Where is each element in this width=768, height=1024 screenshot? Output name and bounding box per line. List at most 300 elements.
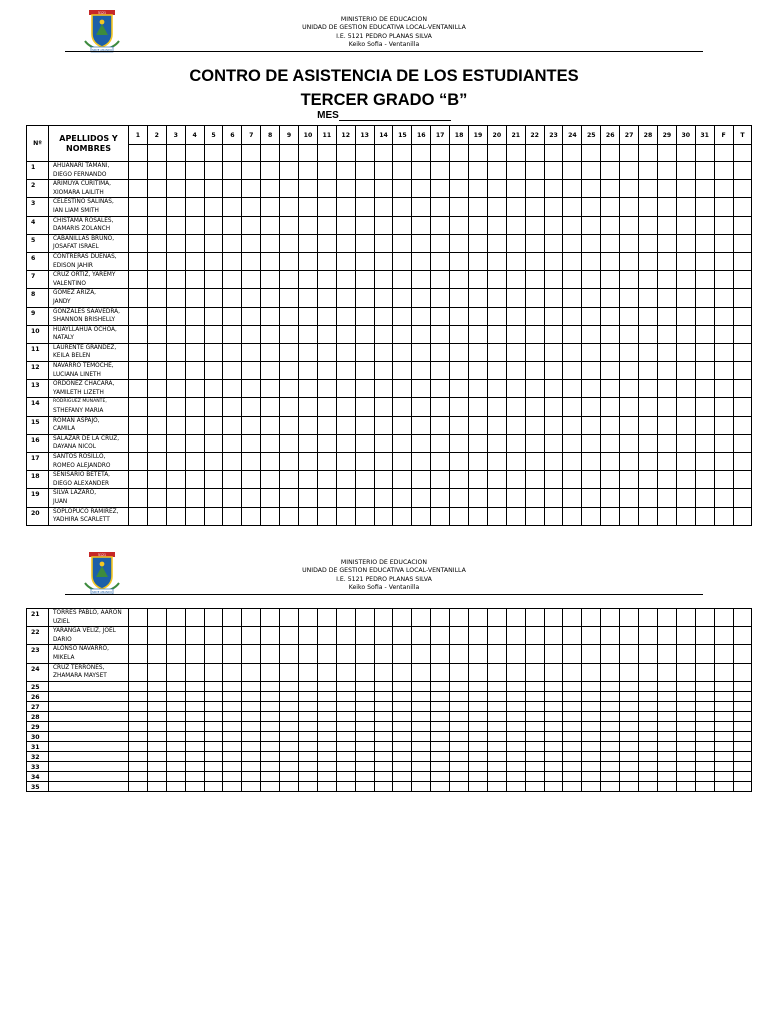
attendance-cell[interactable] bbox=[469, 216, 488, 234]
attendance-cell[interactable] bbox=[582, 325, 601, 343]
attendance-cell[interactable] bbox=[204, 663, 223, 681]
attendance-cell[interactable] bbox=[639, 663, 658, 681]
attendance-cell[interactable] bbox=[676, 731, 695, 741]
attendance-cell[interactable] bbox=[261, 731, 280, 741]
attendance-cell[interactable] bbox=[299, 663, 318, 681]
attendance-cell[interactable] bbox=[450, 162, 469, 180]
attendance-cell[interactable] bbox=[147, 761, 166, 771]
attendance-cell[interactable] bbox=[336, 234, 355, 252]
day-subheader-cell[interactable] bbox=[582, 145, 601, 162]
attendance-cell[interactable] bbox=[450, 434, 469, 452]
attendance-cell[interactable] bbox=[299, 781, 318, 791]
attendance-cell[interactable] bbox=[204, 681, 223, 691]
attendance-cell[interactable] bbox=[261, 289, 280, 307]
attendance-cell[interactable] bbox=[563, 380, 582, 398]
attendance-cell[interactable] bbox=[393, 252, 412, 270]
attendance-cell[interactable] bbox=[525, 741, 544, 751]
attendance-cell[interactable] bbox=[431, 180, 450, 198]
attendance-cell[interactable] bbox=[412, 198, 431, 216]
attendance-cell[interactable] bbox=[620, 289, 639, 307]
attendance-cell[interactable] bbox=[129, 216, 148, 234]
attendance-cell[interactable] bbox=[582, 398, 601, 416]
attendance-cell[interactable] bbox=[714, 307, 733, 325]
attendance-cell[interactable] bbox=[412, 507, 431, 525]
attendance-cell[interactable] bbox=[733, 681, 752, 691]
attendance-cell[interactable] bbox=[733, 627, 752, 645]
attendance-cell[interactable] bbox=[374, 271, 393, 289]
attendance-cell[interactable] bbox=[431, 771, 450, 781]
attendance-cell[interactable] bbox=[601, 180, 620, 198]
attendance-cell[interactable] bbox=[450, 681, 469, 691]
attendance-cell[interactable] bbox=[166, 507, 185, 525]
attendance-cell[interactable] bbox=[166, 271, 185, 289]
attendance-cell[interactable] bbox=[601, 751, 620, 761]
attendance-cell[interactable] bbox=[620, 609, 639, 627]
attendance-cell[interactable] bbox=[620, 453, 639, 471]
attendance-cell[interactable] bbox=[563, 234, 582, 252]
attendance-cell[interactable] bbox=[639, 234, 658, 252]
attendance-cell[interactable] bbox=[280, 434, 299, 452]
attendance-cell[interactable] bbox=[450, 234, 469, 252]
attendance-cell[interactable] bbox=[223, 271, 242, 289]
attendance-cell[interactable] bbox=[506, 380, 525, 398]
attendance-cell[interactable] bbox=[393, 627, 412, 645]
attendance-cell[interactable] bbox=[317, 781, 336, 791]
attendance-cell[interactable] bbox=[582, 691, 601, 701]
attendance-cell[interactable] bbox=[601, 741, 620, 751]
attendance-cell[interactable] bbox=[166, 731, 185, 741]
attendance-cell[interactable] bbox=[601, 781, 620, 791]
attendance-cell[interactable] bbox=[469, 471, 488, 489]
attendance-cell[interactable] bbox=[525, 398, 544, 416]
attendance-cell[interactable] bbox=[299, 681, 318, 691]
attendance-cell[interactable] bbox=[582, 751, 601, 761]
attendance-cell[interactable] bbox=[355, 180, 374, 198]
attendance-cell[interactable] bbox=[544, 453, 563, 471]
attendance-cell[interactable] bbox=[280, 507, 299, 525]
attendance-cell[interactable] bbox=[204, 180, 223, 198]
attendance-cell[interactable] bbox=[204, 325, 223, 343]
attendance-cell[interactable] bbox=[317, 434, 336, 452]
attendance-cell[interactable] bbox=[525, 453, 544, 471]
attendance-cell[interactable] bbox=[317, 771, 336, 781]
attendance-cell[interactable] bbox=[393, 609, 412, 627]
attendance-cell[interactable] bbox=[374, 627, 393, 645]
attendance-cell[interactable] bbox=[544, 663, 563, 681]
attendance-cell[interactable] bbox=[280, 216, 299, 234]
attendance-cell[interactable] bbox=[657, 234, 676, 252]
attendance-cell[interactable] bbox=[657, 751, 676, 761]
attendance-cell[interactable] bbox=[639, 343, 658, 361]
attendance-cell[interactable] bbox=[469, 416, 488, 434]
attendance-cell[interactable] bbox=[204, 416, 223, 434]
attendance-cell[interactable] bbox=[374, 663, 393, 681]
attendance-cell[interactable] bbox=[204, 731, 223, 741]
attendance-cell[interactable] bbox=[412, 761, 431, 771]
attendance-cell[interactable] bbox=[733, 180, 752, 198]
attendance-cell[interactable] bbox=[280, 711, 299, 721]
attendance-cell[interactable] bbox=[185, 751, 204, 761]
attendance-cell[interactable] bbox=[544, 325, 563, 343]
attendance-cell[interactable] bbox=[393, 234, 412, 252]
attendance-cell[interactable] bbox=[714, 162, 733, 180]
attendance-cell[interactable] bbox=[412, 731, 431, 741]
attendance-cell[interactable] bbox=[355, 453, 374, 471]
attendance-cell[interactable] bbox=[431, 362, 450, 380]
attendance-cell[interactable] bbox=[450, 471, 469, 489]
attendance-cell[interactable] bbox=[412, 398, 431, 416]
attendance-cell[interactable] bbox=[582, 362, 601, 380]
attendance-cell[interactable] bbox=[223, 741, 242, 751]
attendance-cell[interactable] bbox=[657, 198, 676, 216]
attendance-cell[interactable] bbox=[355, 471, 374, 489]
attendance-cell[interactable] bbox=[544, 380, 563, 398]
attendance-cell[interactable] bbox=[714, 434, 733, 452]
attendance-cell[interactable] bbox=[431, 691, 450, 701]
attendance-cell[interactable] bbox=[129, 609, 148, 627]
attendance-cell[interactable] bbox=[393, 721, 412, 731]
attendance-cell[interactable] bbox=[469, 681, 488, 691]
attendance-cell[interactable] bbox=[676, 507, 695, 525]
attendance-cell[interactable] bbox=[393, 645, 412, 663]
attendance-cell[interactable] bbox=[242, 731, 261, 741]
attendance-cell[interactable] bbox=[374, 198, 393, 216]
attendance-cell[interactable] bbox=[204, 343, 223, 361]
attendance-cell[interactable] bbox=[317, 471, 336, 489]
attendance-cell[interactable] bbox=[393, 343, 412, 361]
attendance-cell[interactable] bbox=[223, 198, 242, 216]
attendance-cell[interactable] bbox=[487, 416, 506, 434]
attendance-cell[interactable] bbox=[601, 711, 620, 721]
attendance-cell[interactable] bbox=[336, 741, 355, 751]
attendance-cell[interactable] bbox=[280, 489, 299, 507]
attendance-cell[interactable] bbox=[469, 252, 488, 270]
attendance-cell[interactable] bbox=[695, 162, 714, 180]
attendance-cell[interactable] bbox=[185, 731, 204, 741]
attendance-cell[interactable] bbox=[582, 681, 601, 691]
attendance-cell[interactable] bbox=[299, 761, 318, 771]
attendance-cell[interactable] bbox=[487, 609, 506, 627]
attendance-cell[interactable] bbox=[469, 307, 488, 325]
attendance-cell[interactable] bbox=[620, 731, 639, 741]
attendance-cell[interactable] bbox=[261, 434, 280, 452]
attendance-cell[interactable] bbox=[544, 252, 563, 270]
attendance-cell[interactable] bbox=[469, 453, 488, 471]
attendance-cell[interactable] bbox=[563, 645, 582, 663]
attendance-cell[interactable] bbox=[431, 380, 450, 398]
attendance-cell[interactable] bbox=[336, 691, 355, 701]
attendance-cell[interactable] bbox=[317, 701, 336, 711]
attendance-cell[interactable] bbox=[469, 180, 488, 198]
attendance-cell[interactable] bbox=[147, 721, 166, 731]
attendance-cell[interactable] bbox=[620, 781, 639, 791]
attendance-cell[interactable] bbox=[620, 471, 639, 489]
attendance-cell[interactable] bbox=[601, 681, 620, 691]
attendance-cell[interactable] bbox=[544, 162, 563, 180]
attendance-cell[interactable] bbox=[166, 471, 185, 489]
attendance-cell[interactable] bbox=[695, 781, 714, 791]
attendance-cell[interactable] bbox=[185, 325, 204, 343]
attendance-cell[interactable] bbox=[450, 663, 469, 681]
attendance-cell[interactable] bbox=[204, 609, 223, 627]
attendance-cell[interactable] bbox=[450, 325, 469, 343]
attendance-cell[interactable] bbox=[450, 216, 469, 234]
attendance-cell[interactable] bbox=[695, 627, 714, 645]
attendance-cell[interactable] bbox=[223, 681, 242, 691]
attendance-cell[interactable] bbox=[355, 691, 374, 701]
attendance-cell[interactable] bbox=[714, 180, 733, 198]
attendance-cell[interactable] bbox=[601, 701, 620, 711]
attendance-cell[interactable] bbox=[450, 691, 469, 701]
attendance-cell[interactable] bbox=[147, 362, 166, 380]
attendance-cell[interactable] bbox=[393, 434, 412, 452]
attendance-cell[interactable] bbox=[695, 691, 714, 701]
attendance-cell[interactable] bbox=[393, 380, 412, 398]
attendance-cell[interactable] bbox=[563, 731, 582, 741]
attendance-cell[interactable] bbox=[582, 701, 601, 711]
attendance-cell[interactable] bbox=[317, 711, 336, 721]
day-subheader-cell[interactable] bbox=[185, 145, 204, 162]
attendance-cell[interactable] bbox=[525, 362, 544, 380]
attendance-cell[interactable] bbox=[563, 663, 582, 681]
attendance-cell[interactable] bbox=[355, 234, 374, 252]
attendance-cell[interactable] bbox=[695, 609, 714, 627]
attendance-cell[interactable] bbox=[166, 711, 185, 721]
attendance-cell[interactable] bbox=[733, 663, 752, 681]
attendance-cell[interactable] bbox=[525, 627, 544, 645]
attendance-cell[interactable] bbox=[147, 234, 166, 252]
attendance-cell[interactable] bbox=[336, 416, 355, 434]
attendance-cell[interactable] bbox=[204, 771, 223, 781]
attendance-cell[interactable] bbox=[223, 627, 242, 645]
attendance-cell[interactable] bbox=[695, 761, 714, 771]
attendance-cell[interactable] bbox=[657, 434, 676, 452]
attendance-cell[interactable] bbox=[261, 307, 280, 325]
attendance-cell[interactable] bbox=[280, 761, 299, 771]
attendance-cell[interactable] bbox=[336, 180, 355, 198]
attendance-cell[interactable] bbox=[204, 307, 223, 325]
attendance-cell[interactable] bbox=[487, 198, 506, 216]
attendance-cell[interactable] bbox=[374, 252, 393, 270]
attendance-cell[interactable] bbox=[657, 627, 676, 645]
attendance-cell[interactable] bbox=[261, 216, 280, 234]
attendance-cell[interactable] bbox=[657, 711, 676, 721]
attendance-cell[interactable] bbox=[204, 701, 223, 711]
attendance-cell[interactable] bbox=[129, 731, 148, 741]
attendance-cell[interactable] bbox=[733, 416, 752, 434]
attendance-cell[interactable] bbox=[450, 609, 469, 627]
attendance-cell[interactable] bbox=[317, 627, 336, 645]
attendance-cell[interactable] bbox=[280, 627, 299, 645]
attendance-cell[interactable] bbox=[147, 471, 166, 489]
attendance-cell[interactable] bbox=[544, 180, 563, 198]
attendance-cell[interactable] bbox=[242, 289, 261, 307]
attendance-cell[interactable] bbox=[147, 691, 166, 701]
attendance-cell[interactable] bbox=[242, 216, 261, 234]
attendance-cell[interactable] bbox=[299, 343, 318, 361]
day-subheader-cell[interactable] bbox=[223, 145, 242, 162]
attendance-cell[interactable] bbox=[525, 489, 544, 507]
attendance-cell[interactable] bbox=[620, 252, 639, 270]
attendance-cell[interactable] bbox=[469, 343, 488, 361]
attendance-cell[interactable] bbox=[242, 507, 261, 525]
attendance-cell[interactable] bbox=[204, 761, 223, 771]
day-subheader-cell[interactable] bbox=[450, 145, 469, 162]
attendance-cell[interactable] bbox=[582, 216, 601, 234]
attendance-cell[interactable] bbox=[147, 198, 166, 216]
attendance-cell[interactable] bbox=[544, 343, 563, 361]
attendance-cell[interactable] bbox=[431, 234, 450, 252]
attendance-cell[interactable] bbox=[393, 771, 412, 781]
attendance-cell[interactable] bbox=[374, 609, 393, 627]
attendance-cell[interactable] bbox=[450, 781, 469, 791]
attendance-cell[interactable] bbox=[374, 307, 393, 325]
attendance-cell[interactable] bbox=[280, 453, 299, 471]
attendance-cell[interactable] bbox=[242, 343, 261, 361]
attendance-cell[interactable] bbox=[657, 781, 676, 791]
attendance-cell[interactable] bbox=[336, 761, 355, 771]
attendance-cell[interactable] bbox=[431, 781, 450, 791]
attendance-cell[interactable] bbox=[601, 398, 620, 416]
attendance-cell[interactable] bbox=[714, 681, 733, 691]
attendance-cell[interactable] bbox=[733, 289, 752, 307]
attendance-cell[interactable] bbox=[393, 216, 412, 234]
day-subheader-cell[interactable] bbox=[129, 145, 148, 162]
attendance-cell[interactable] bbox=[487, 307, 506, 325]
attendance-cell[interactable] bbox=[695, 507, 714, 525]
attendance-cell[interactable] bbox=[317, 741, 336, 751]
attendance-cell[interactable] bbox=[242, 691, 261, 701]
attendance-cell[interactable] bbox=[166, 180, 185, 198]
attendance-cell[interactable] bbox=[204, 751, 223, 761]
attendance-cell[interactable] bbox=[544, 434, 563, 452]
attendance-cell[interactable] bbox=[506, 663, 525, 681]
attendance-cell[interactable] bbox=[714, 691, 733, 701]
attendance-cell[interactable] bbox=[601, 507, 620, 525]
attendance-cell[interactable] bbox=[261, 471, 280, 489]
attendance-cell[interactable] bbox=[147, 751, 166, 761]
attendance-cell[interactable] bbox=[412, 741, 431, 751]
attendance-cell[interactable] bbox=[733, 162, 752, 180]
attendance-cell[interactable] bbox=[714, 325, 733, 343]
attendance-cell[interactable] bbox=[223, 645, 242, 663]
attendance-cell[interactable] bbox=[412, 771, 431, 781]
attendance-cell[interactable] bbox=[733, 489, 752, 507]
attendance-cell[interactable] bbox=[129, 307, 148, 325]
attendance-cell[interactable] bbox=[563, 471, 582, 489]
attendance-cell[interactable] bbox=[242, 307, 261, 325]
attendance-cell[interactable] bbox=[299, 252, 318, 270]
attendance-cell[interactable] bbox=[469, 731, 488, 741]
attendance-cell[interactable] bbox=[714, 645, 733, 663]
attendance-cell[interactable] bbox=[733, 453, 752, 471]
attendance-cell[interactable] bbox=[147, 289, 166, 307]
attendance-cell[interactable] bbox=[695, 252, 714, 270]
attendance-cell[interactable] bbox=[355, 362, 374, 380]
attendance-cell[interactable] bbox=[374, 453, 393, 471]
attendance-cell[interactable] bbox=[374, 434, 393, 452]
attendance-cell[interactable] bbox=[261, 398, 280, 416]
attendance-cell[interactable] bbox=[657, 609, 676, 627]
attendance-cell[interactable] bbox=[450, 761, 469, 771]
attendance-cell[interactable] bbox=[506, 362, 525, 380]
attendance-cell[interactable] bbox=[544, 761, 563, 771]
day-subheader-cell[interactable] bbox=[261, 145, 280, 162]
attendance-cell[interactable] bbox=[714, 398, 733, 416]
attendance-cell[interactable] bbox=[185, 761, 204, 771]
attendance-cell[interactable] bbox=[355, 489, 374, 507]
attendance-cell[interactable] bbox=[374, 289, 393, 307]
attendance-cell[interactable] bbox=[695, 325, 714, 343]
attendance-cell[interactable] bbox=[714, 343, 733, 361]
attendance-cell[interactable] bbox=[506, 627, 525, 645]
attendance-cell[interactable] bbox=[147, 380, 166, 398]
attendance-cell[interactable] bbox=[639, 701, 658, 711]
attendance-cell[interactable] bbox=[582, 289, 601, 307]
attendance-cell[interactable] bbox=[129, 489, 148, 507]
attendance-cell[interactable] bbox=[355, 627, 374, 645]
attendance-cell[interactable] bbox=[695, 307, 714, 325]
day-subheader-cell[interactable] bbox=[620, 145, 639, 162]
attendance-cell[interactable] bbox=[525, 645, 544, 663]
attendance-cell[interactable] bbox=[450, 198, 469, 216]
attendance-cell[interactable] bbox=[147, 781, 166, 791]
attendance-cell[interactable] bbox=[506, 741, 525, 751]
attendance-cell[interactable] bbox=[261, 701, 280, 711]
attendance-cell[interactable] bbox=[620, 721, 639, 731]
attendance-cell[interactable] bbox=[166, 489, 185, 507]
attendance-cell[interactable] bbox=[242, 380, 261, 398]
day-subheader-cell[interactable] bbox=[601, 145, 620, 162]
attendance-cell[interactable] bbox=[147, 507, 166, 525]
attendance-cell[interactable] bbox=[601, 761, 620, 771]
attendance-cell[interactable] bbox=[185, 507, 204, 525]
attendance-cell[interactable] bbox=[563, 781, 582, 791]
attendance-cell[interactable] bbox=[147, 663, 166, 681]
attendance-cell[interactable] bbox=[393, 162, 412, 180]
attendance-cell[interactable] bbox=[355, 289, 374, 307]
attendance-cell[interactable] bbox=[185, 663, 204, 681]
attendance-cell[interactable] bbox=[676, 627, 695, 645]
attendance-cell[interactable] bbox=[639, 180, 658, 198]
day-subheader-cell[interactable] bbox=[525, 145, 544, 162]
attendance-cell[interactable] bbox=[431, 645, 450, 663]
attendance-cell[interactable] bbox=[393, 681, 412, 691]
attendance-cell[interactable] bbox=[166, 252, 185, 270]
attendance-cell[interactable] bbox=[185, 162, 204, 180]
attendance-cell[interactable] bbox=[733, 398, 752, 416]
attendance-cell[interactable] bbox=[525, 343, 544, 361]
attendance-cell[interactable] bbox=[317, 691, 336, 701]
attendance-cell[interactable] bbox=[714, 471, 733, 489]
attendance-cell[interactable] bbox=[601, 771, 620, 781]
attendance-cell[interactable] bbox=[204, 434, 223, 452]
attendance-cell[interactable] bbox=[620, 741, 639, 751]
attendance-cell[interactable] bbox=[166, 434, 185, 452]
attendance-cell[interactable] bbox=[147, 489, 166, 507]
attendance-cell[interactable] bbox=[563, 681, 582, 691]
attendance-cell[interactable] bbox=[393, 741, 412, 751]
attendance-cell[interactable] bbox=[185, 180, 204, 198]
attendance-cell[interactable] bbox=[431, 681, 450, 691]
attendance-cell[interactable] bbox=[261, 663, 280, 681]
day-subheader-cell[interactable] bbox=[374, 145, 393, 162]
attendance-cell[interactable] bbox=[185, 471, 204, 489]
attendance-cell[interactable] bbox=[487, 751, 506, 761]
attendance-cell[interactable] bbox=[299, 711, 318, 721]
attendance-cell[interactable] bbox=[261, 180, 280, 198]
attendance-cell[interactable] bbox=[601, 325, 620, 343]
